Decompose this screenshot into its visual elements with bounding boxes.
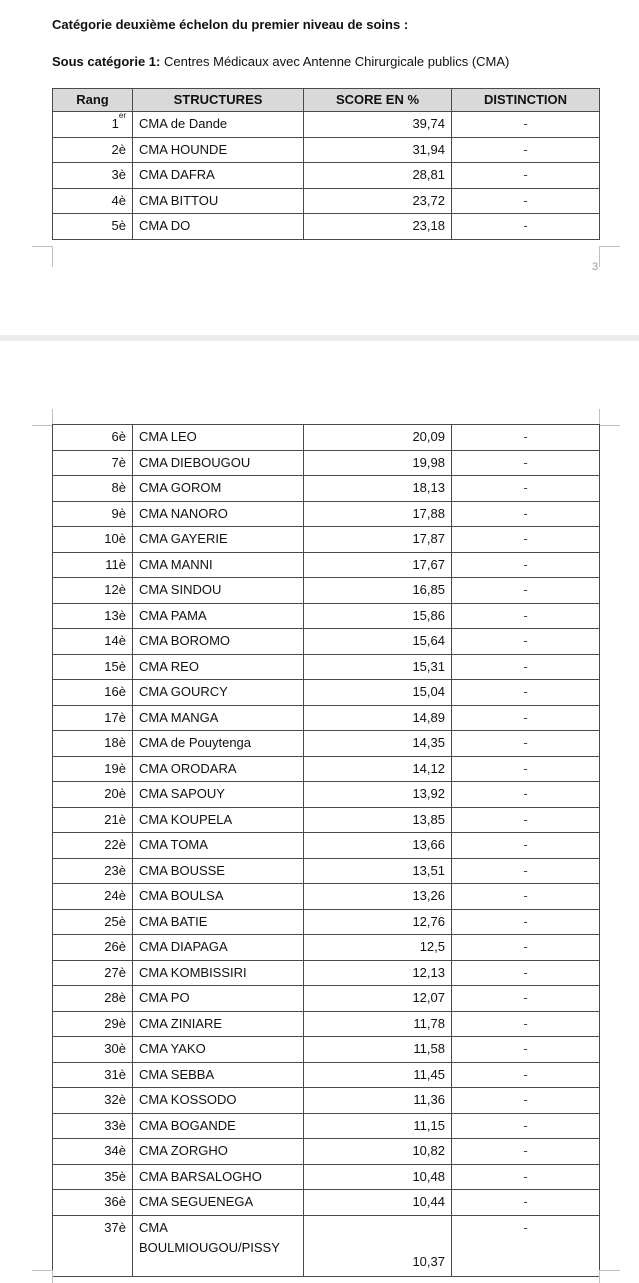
table-row [53, 986, 600, 1012]
page-corner-mark [599, 1270, 620, 1283]
distinction-cell: - [452, 188, 600, 214]
score-cell: 11,78 [304, 1011, 452, 1037]
rank-cell: 28è [53, 986, 133, 1012]
structure-cell: CMA SEGUENEGA [133, 1190, 304, 1216]
structure-cell: CMA SINDOU [133, 578, 304, 604]
table-row [53, 578, 600, 604]
distinction-cell: - [452, 1037, 600, 1063]
rank-cell: 34è [53, 1139, 133, 1165]
table-row [53, 1190, 600, 1216]
rank-cell: 23è [53, 858, 133, 884]
rank-cell: 10è [53, 527, 133, 553]
rank-cell: 1er [53, 112, 133, 138]
table-row [53, 705, 600, 731]
table-row [53, 1037, 600, 1063]
table-row [53, 1011, 600, 1037]
table-row [53, 1088, 600, 1114]
distinction-cell: - [452, 782, 600, 808]
structure-cell: CMA YAKO [133, 1037, 304, 1063]
distinction-cell: - [452, 578, 600, 604]
rank-cell: 14è [53, 629, 133, 655]
rank-cell: 12è [53, 578, 133, 604]
score-cell: 11,58 [304, 1037, 452, 1063]
rank-cell: 20è [53, 782, 133, 808]
structure-cell: CMA MANNI [133, 552, 304, 578]
score-cell: 18,13 [304, 476, 452, 502]
structure-cell: CMA BOULMIOUGOU/PISSY [133, 1215, 304, 1276]
rank-cell: 22è [53, 833, 133, 859]
page-corner-mark [32, 409, 53, 426]
table-row [53, 807, 600, 833]
structure-cell: CMA KOUPELA [133, 807, 304, 833]
table-row [53, 112, 600, 138]
rank-cell: 18è [53, 731, 133, 757]
structure-cell: CMA DIEBOUGOU [133, 450, 304, 476]
distinction-cell: - [452, 705, 600, 731]
score-cell: 15,31 [304, 654, 452, 680]
score-cell: 13,66 [304, 833, 452, 859]
table-row [53, 756, 600, 782]
table-row [53, 163, 600, 189]
score-cell: 12,07 [304, 986, 452, 1012]
table-row [53, 603, 600, 629]
score-cell: 10,48 [304, 1164, 452, 1190]
structure-cell: CMA PO [133, 986, 304, 1012]
structure-cell: CMA NANORO [133, 501, 304, 527]
distinction-cell: - [452, 450, 600, 476]
distinction-cell: - [452, 884, 600, 910]
score-cell: 10,44 [304, 1190, 452, 1216]
distinction-cell: - [452, 1113, 600, 1139]
table-row [53, 884, 600, 910]
structure-cell: CMA BARSALOGHO [133, 1164, 304, 1190]
page-corner-mark [32, 1270, 53, 1283]
score-cell: 28,81 [304, 163, 452, 189]
rank-cell: 37è [53, 1215, 133, 1276]
page-corner-mark [32, 246, 53, 267]
structure-cell: CMA MANGA [133, 705, 304, 731]
structure-cell: CMA HOUNDE [133, 137, 304, 163]
header-rank: Rang [53, 89, 133, 112]
page-corner-mark [599, 246, 620, 267]
distinction-cell: - [452, 986, 600, 1012]
subcategory-label: Sous catégorie 1: [52, 54, 161, 69]
rank-cell: 35è [53, 1164, 133, 1190]
rank-cell: 31è [53, 1062, 133, 1088]
score-cell: 10,37 [304, 1215, 452, 1276]
structure-cell: CMA GAYERIE [133, 527, 304, 553]
distinction-cell: - [452, 476, 600, 502]
structure-cell: CMA BOGANDE [133, 1113, 304, 1139]
rank-cell: 6è [53, 425, 133, 451]
distinction-cell: - [452, 731, 600, 757]
structure-cell: CMA BOROMO [133, 629, 304, 655]
score-cell: 15,86 [304, 603, 452, 629]
table-row [53, 214, 600, 240]
score-cell: 12,13 [304, 960, 452, 986]
table-row [53, 935, 600, 961]
distinction-cell: - [452, 680, 600, 706]
structure-cell: CMA KOSSODO [133, 1088, 304, 1114]
table-row [53, 188, 600, 214]
table-row [53, 654, 600, 680]
score-cell: 15,04 [304, 680, 452, 706]
rank-cell: 13è [53, 603, 133, 629]
structure-cell: CMA BOUSSE [133, 858, 304, 884]
table-row [53, 1215, 600, 1276]
rank-cell: 3è [53, 163, 133, 189]
structure-cell: CMA ORODARA [133, 756, 304, 782]
rank-cell: 29è [53, 1011, 133, 1037]
structure-cell: CMA de Dande [133, 112, 304, 138]
distinction-cell: - [452, 501, 600, 527]
rank-cell: 21è [53, 807, 133, 833]
page-corner-mark [599, 409, 620, 426]
score-cell: 23,18 [304, 214, 452, 240]
rank-cell: 15è [53, 654, 133, 680]
rank-cell: 8è [53, 476, 133, 502]
distinction-cell: - [452, 1088, 600, 1114]
score-cell: 23,72 [304, 188, 452, 214]
header-structures: STRUCTURES [133, 89, 304, 112]
distinction-cell: - [452, 1215, 600, 1276]
distinction-cell: - [452, 1190, 600, 1216]
table-row [53, 629, 600, 655]
rank-cell: 26è [53, 935, 133, 961]
score-cell: 12,5 [304, 935, 452, 961]
table-row [53, 858, 600, 884]
structure-cell: CMA GOROM [133, 476, 304, 502]
distinction-cell: - [452, 163, 600, 189]
score-cell: 10,82 [304, 1139, 452, 1165]
score-cell: 13,92 [304, 782, 452, 808]
table-header-row [53, 89, 600, 112]
table-row [53, 731, 600, 757]
table-row [53, 1139, 600, 1165]
rank-cell: 9è [53, 501, 133, 527]
structure-cell: CMA DAFRA [133, 163, 304, 189]
document-page-1 [0, 0, 639, 335]
document-page-2 [0, 341, 639, 1280]
structure-cell: CMA LEO [133, 425, 304, 451]
distinction-cell: - [452, 833, 600, 859]
subcategory-text: Centres Médicaux avec Antenne Chirurgicale publics (CMA) [160, 54, 510, 69]
rank-cell: 33è [53, 1113, 133, 1139]
structure-cell: CMA DIAPAGA [133, 935, 304, 961]
table-row [53, 476, 600, 502]
rank-cell: 32è [53, 1088, 133, 1114]
distinction-cell: - [452, 935, 600, 961]
score-cell: 14,89 [304, 705, 452, 731]
score-cell: 13,51 [304, 858, 452, 884]
table-row [53, 425, 600, 451]
distinction-cell: - [452, 807, 600, 833]
rank-cell: 30è [53, 1037, 133, 1063]
score-cell: 15,64 [304, 629, 452, 655]
distinction-cell: - [452, 214, 600, 240]
structure-cell: CMA SEBBA [133, 1062, 304, 1088]
score-cell: 14,35 [304, 731, 452, 757]
table-row [53, 909, 600, 935]
ranking-table-page-1 [52, 88, 600, 240]
structure-cell: CMA PAMA [133, 603, 304, 629]
structure-cell: CMA BATIE [133, 909, 304, 935]
distinction-cell: - [452, 654, 600, 680]
rank-cell: 11è [53, 552, 133, 578]
structure-cell: CMA BOULSA [133, 884, 304, 910]
structure-cell: CMA REO [133, 654, 304, 680]
distinction-cell: - [452, 756, 600, 782]
category-title: Catégorie deuxième échelon du premier niveau de soins : [52, 17, 409, 32]
table-row [53, 1164, 600, 1190]
score-cell: 31,94 [304, 137, 452, 163]
table-row [53, 833, 600, 859]
header-score: SCORE EN % [304, 89, 452, 112]
distinction-cell: - [452, 909, 600, 935]
structure-cell: CMA DO [133, 214, 304, 240]
score-cell: 20,09 [304, 425, 452, 451]
distinction-cell: - [452, 629, 600, 655]
score-cell: 12,76 [304, 909, 452, 935]
score-cell: 17,67 [304, 552, 452, 578]
score-cell: 39,74 [304, 112, 452, 138]
rank-cell: 24è [53, 884, 133, 910]
table-row [53, 680, 600, 706]
rank-superscript: er [118, 111, 126, 121]
score-cell: 11,36 [304, 1088, 452, 1114]
distinction-cell: - [452, 1164, 600, 1190]
rank-cell: 4è [53, 188, 133, 214]
structure-cell: CMA GOURCY [133, 680, 304, 706]
distinction-cell: - [452, 112, 600, 138]
table-row [53, 1113, 600, 1139]
rank-cell: 36è [53, 1190, 133, 1216]
structure-cell: CMA KOMBISSIRI [133, 960, 304, 986]
structure-cell: CMA TOMA [133, 833, 304, 859]
structure-cell: CMA SAPOUY [133, 782, 304, 808]
score-cell: 13,26 [304, 884, 452, 910]
rank-cell: 25è [53, 909, 133, 935]
distinction-cell: - [452, 858, 600, 884]
table-row [53, 501, 600, 527]
table-row [53, 1062, 600, 1088]
table-row [53, 527, 600, 553]
distinction-cell: - [452, 425, 600, 451]
distinction-cell: - [452, 552, 600, 578]
subcategory-title [52, 54, 509, 69]
distinction-cell: - [452, 1011, 600, 1037]
distinction-cell: - [452, 960, 600, 986]
rank-cell: 17è [53, 705, 133, 731]
score-cell: 17,88 [304, 501, 452, 527]
structure-cell: CMA ZINIARE [133, 1011, 304, 1037]
score-cell: 17,87 [304, 527, 452, 553]
distinction-cell: - [452, 137, 600, 163]
score-cell: 11,15 [304, 1113, 452, 1139]
distinction-cell: - [452, 527, 600, 553]
rank-cell: 2è [53, 137, 133, 163]
distinction-cell: - [452, 1139, 600, 1165]
distinction-cell: - [452, 603, 600, 629]
header-distinction: DISTINCTION [452, 89, 600, 112]
structure-cell: CMA ZORGHO [133, 1139, 304, 1165]
rank-cell: 19è [53, 756, 133, 782]
rank-cell: 27è [53, 960, 133, 986]
table-row [53, 450, 600, 476]
structure-cell: CMA BITTOU [133, 188, 304, 214]
rank-cell: 7è [53, 450, 133, 476]
rank-cell: 16è [53, 680, 133, 706]
distinction-cell: - [452, 1062, 600, 1088]
ranking-table-page-2 [52, 424, 600, 1277]
structure-cell: CMA de Pouytenga [133, 731, 304, 757]
table-row [53, 960, 600, 986]
score-cell: 13,85 [304, 807, 452, 833]
table-row [53, 782, 600, 808]
table-row [53, 137, 600, 163]
rank-cell: 5è [53, 214, 133, 240]
score-cell: 11,45 [304, 1062, 452, 1088]
score-cell: 14,12 [304, 756, 452, 782]
score-cell: 16,85 [304, 578, 452, 604]
table-row [53, 552, 600, 578]
score-cell: 19,98 [304, 450, 452, 476]
page-number: 3 [592, 261, 599, 273]
